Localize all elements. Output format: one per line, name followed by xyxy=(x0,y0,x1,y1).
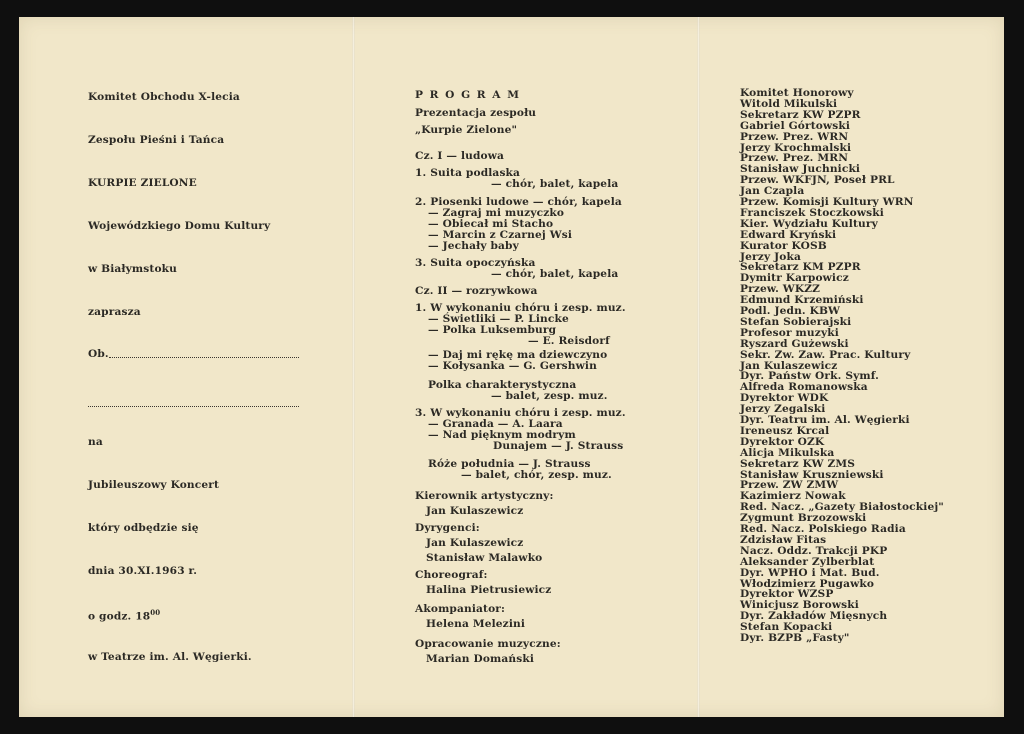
program-item-detail: Dunajem — J. Strauss xyxy=(493,440,624,452)
will-take-place-line: który odbędzie się xyxy=(88,522,199,534)
member-title: Przew. WKFJN, Poseł PRL xyxy=(740,174,895,187)
member-name: Edward Kryński xyxy=(740,228,837,241)
member-title: Przew. WKZZ xyxy=(740,283,820,296)
member-name: Jan Czapla xyxy=(740,185,805,198)
member-title: Przew. ZW ZMW xyxy=(740,479,839,492)
venue-line: w Teatrze im. Al. Węgierki. xyxy=(88,651,252,663)
member-title: Dyr. BZPB „Fasty" xyxy=(740,632,850,644)
ensemble-name: KURPIE ZIELONE xyxy=(88,177,197,189)
to-line: na xyxy=(88,436,103,448)
program-item-detail: — Granada — A. Laara xyxy=(428,418,563,430)
credit-name: Marian Domański xyxy=(426,653,535,665)
member-title: Profesor muzyki xyxy=(740,326,839,339)
program-item: 2. Piosenki ludowe — chór, kapela xyxy=(415,196,622,208)
member-title: Nacz. Oddz. Trakcji PKP xyxy=(740,544,888,557)
member-name: Edmund Krzemiński xyxy=(740,294,864,307)
program-item-detail: — Daj mi rękę ma dziewczyno xyxy=(428,349,608,361)
program-item-detail: — Kołysanka — G. Gershwin xyxy=(428,360,597,372)
member-name: Kazimierz Nowak xyxy=(740,490,846,503)
program-item-detail: — Polka Luksemburg xyxy=(428,324,557,336)
fold-line xyxy=(352,17,355,717)
member-title: Dyrektor WDK xyxy=(740,392,829,405)
program-item: 1. W wykonaniu chóru i zesp. muz. xyxy=(415,302,626,314)
program-item-detail: — Jechały baby xyxy=(428,240,519,252)
member-title: Dyr. Państw Ork. Symf. xyxy=(740,370,879,383)
member-title: Przew. Prez. WRN xyxy=(740,130,849,143)
credit-role: Dyrygenci: xyxy=(415,522,480,534)
member-name: Jan Kulaszewicz xyxy=(740,359,838,372)
program-item-detail: — Świetliki — P. Lincke xyxy=(428,313,569,325)
program-item: Róże południa — J. Strauss xyxy=(428,458,591,470)
member-title: Dyr. Zakładów Mięsnych xyxy=(740,610,888,623)
committee-line: Komitet Obchodu X-lecia xyxy=(88,91,240,103)
program-item-detail: — chór, balet, kapela xyxy=(491,268,619,280)
member-name: Stanisław Juchnicki xyxy=(740,163,861,176)
member-title: Dyr. WPHO i Mat. Bud. xyxy=(740,566,880,579)
member-title: Kier. Wydziału Kultury xyxy=(740,217,878,230)
program-item: 3. W wykonaniu chóru i zesp. muz. xyxy=(415,407,626,419)
member-title: Sekr. Zw. Zaw. Prac. Kultury xyxy=(740,348,911,361)
institution-line: Wojewódzkiego Domu Kultury xyxy=(88,220,271,232)
committee-heading: Komitet Honorowy xyxy=(740,87,854,99)
ensemble-line: Zespołu Pieśni i Tańca xyxy=(88,134,225,146)
member-title: Przew. Prez. MRN xyxy=(740,152,849,165)
program-item-detail: — Nad pięknym modrym xyxy=(428,429,576,441)
member-title: Sekretarz KW PZPR xyxy=(740,108,861,121)
credit-role: Akompaniator: xyxy=(415,603,506,615)
member-title: Podl. Jedn. KBW xyxy=(740,305,841,317)
program-item: Polka charakterystyczna xyxy=(428,379,577,391)
member-title: Red. Nacz. Polskiego Radia xyxy=(740,523,906,535)
recipient-dotted-line xyxy=(109,357,299,358)
part-heading: Cz. II — rozrywkowa xyxy=(415,285,538,297)
member-name: Winicjusz Borowski xyxy=(740,599,859,612)
member-name: Franciszek Stoczkowski xyxy=(740,206,884,219)
credit-name: Jan Kulaszewicz xyxy=(426,537,524,549)
program-line: Prezentacja zespołu xyxy=(415,107,537,119)
member-title: Sekretarz KW ZMS xyxy=(740,457,856,470)
member-name: Jerzy Krochmalski xyxy=(740,141,852,154)
concert-line: Jubileuszowy Koncert xyxy=(88,479,220,491)
member-name: Zygmunt Brzozowski xyxy=(740,512,867,525)
member-title: Dyrektor WZSP xyxy=(740,588,834,601)
member-name: Jerzy Joka xyxy=(740,250,801,263)
member-name: Aleksander Zylberblat xyxy=(740,555,875,568)
member-name: Stefan Kopacki xyxy=(740,621,833,634)
recipient-label: Ob. xyxy=(88,348,109,360)
credit-role: Opracowanie muzyczne: xyxy=(415,638,561,650)
member-title: Kurator KOSB xyxy=(740,239,827,252)
member-title: Red. Nacz. „Gazety Białostockiej" xyxy=(740,501,944,514)
program-item-detail: — Obiecał mi Stacho xyxy=(428,218,554,230)
program-item-detail: — Zagraj mi muzyczko xyxy=(428,207,565,219)
recipient-dotted-line-2 xyxy=(88,406,299,407)
city-line: w Białymstoku xyxy=(88,263,178,275)
fold-line xyxy=(697,17,700,717)
member-name: Zdzisław Fitas xyxy=(740,533,827,546)
member-name: Alfreda Romanowska xyxy=(740,381,868,394)
credit-name: Stanisław Malawko xyxy=(426,552,543,564)
member-title: Sekretarz KM PZPR xyxy=(740,261,861,274)
member-name: Alicja Mikulska xyxy=(740,446,835,459)
member-name: Ryszard Gużewski xyxy=(740,337,849,350)
credit-role: Kierownik artystyczny: xyxy=(415,490,554,502)
credit-role: Choreograf: xyxy=(415,569,488,581)
program-item-detail: — E. Reisdorf xyxy=(528,335,610,347)
program-item-detail: — balet, zesp. muz. xyxy=(491,390,608,402)
member-name: Stanisław Kruszniewski xyxy=(740,468,884,481)
program-item-detail: — Marcin z Czarnej Wsi xyxy=(428,229,573,241)
member-title: Dyrektor OZK xyxy=(740,435,825,448)
member-name: Jerzy Zegalski xyxy=(740,403,826,416)
member-name: Witold Mikulski xyxy=(740,97,838,110)
member-name: Ireneusz Krcal xyxy=(740,424,830,437)
program-heading: P R O G R A M xyxy=(415,89,521,101)
member-name: Stefan Sobierajski xyxy=(740,315,852,328)
member-title: Dyr. Teatru im. Al. Węgierki xyxy=(740,414,910,426)
credit-name: Halina Pietrusiewicz xyxy=(426,584,552,596)
time-line: o godz. $18^{00}$ xyxy=(88,608,161,623)
member-name: Dymitr Karpowicz xyxy=(740,272,849,285)
program-item: 1. Suita podlaska xyxy=(415,167,521,179)
member-name: Włodzimierz Pugawko xyxy=(740,577,875,590)
member-name: Gabriel Górtowski xyxy=(740,119,851,132)
credit-name: Helena Melezini xyxy=(426,618,526,630)
program-item-detail: — balet, chór, zesp. muz. xyxy=(461,469,612,481)
part-heading: Cz. I — ludowa xyxy=(415,150,505,162)
invitation-sheet xyxy=(19,17,1004,717)
date-line: dnia 30.XI.1963 r. xyxy=(88,565,198,577)
credit-name: Jan Kulaszewicz xyxy=(426,505,524,517)
program-item: 3. Suita opoczyńska xyxy=(415,257,536,269)
member-title: Przew. Komisji Kultury WRN xyxy=(740,196,914,208)
program-item-detail: — chór, balet, kapela xyxy=(491,178,619,190)
invites-line: zaprasza xyxy=(88,306,141,318)
program-line: „Kurpie Zielone" xyxy=(415,124,518,136)
